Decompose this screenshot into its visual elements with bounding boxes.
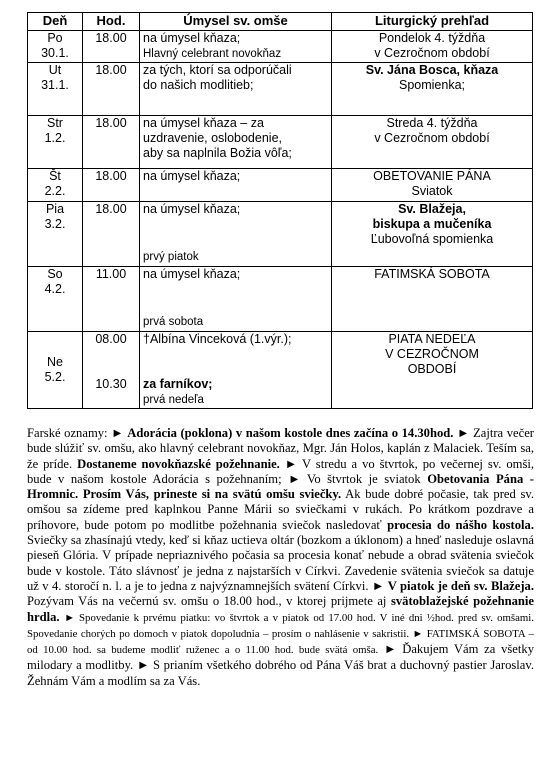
table-row	[28, 31, 533, 63]
intention-cell: na úmysel kňaza – za uzdravenie, oslobodenie, aby sa naplnila Božia vôľa;	[140, 116, 332, 169]
header-day: Deň	[28, 13, 83, 31]
liturgical-cell: FATIMSKÁ SOBOTA	[332, 267, 533, 332]
note-label: prvý piatok	[143, 251, 199, 263]
liturgical-cell: Streda 4. týždňa v Cezročnom období	[332, 116, 533, 169]
header-intention: Úmysel sv. omše	[140, 13, 332, 31]
hour-cell: 08.00 10.30	[83, 332, 140, 409]
day-cell: Ne 5.2.	[28, 332, 83, 409]
hour-cell: 11.00	[83, 267, 140, 332]
liturgical-cell: Pondelok 4. týždňa v Cezročnom období	[332, 31, 533, 63]
note-label: prvá nedeľa	[143, 394, 204, 406]
table-row	[28, 332, 533, 409]
table-row	[28, 63, 533, 116]
hour-cell: 18.00	[83, 31, 140, 63]
table-header-row	[28, 13, 533, 31]
intention-cell: na úmysel kňaza; Hlavný celebrant novokňaz	[140, 31, 332, 63]
hour-cell: 18.00	[83, 63, 140, 116]
header-hour: Hod.	[83, 13, 140, 31]
liturgical-cell: OBETOVANIE PÁNA Sviatok	[332, 169, 533, 202]
table-row	[28, 202, 533, 267]
parish-announcements: Farské oznamy: ► Adorácia (poklona) v našom kostole dnes začína o 14.30hod. ► Zajtra večer bude slúžiť sv. omšu, ako hlavný celebrant novokňaz, Mgr. Ján Holos, kaplán z Malaciek. Teším sa, že príde. Dostaneme novokňazské požehnanie. ► V stredu a vo štvrtok, po večernej sv. omši, bude v našom kostole Adorácia s požehnaním; ► Vo štvrtok je sviatok Obetovania Pána - Hromnic. Prosím Vás, prineste si na svätú omšu sviečky. Ak bude dobré počasie, tak pred sv. omšou sa zídeme pred kaplnkou Panne Márii so sviečkami v rukách. Po krátkom pozdrave a príhovore, bude potom po modlitbe požehnania sviečok nasledovať procesia do nášho kostola. Sviečky sa zhasínajú vtedy, keď si kňaz uctieva oltár (bozkom a úklonom) a hneď nasleduje oslavná pieseň Glória. V prípade nepriaznivého počasia sa procesia konať nebude a obrad svätenia sviečok bude v kostole. Táto slávnosť je jedna z najstarších v Církvi. Zavedenie svätenia sviečok sa datuje už v 4. storočí n. l. a je to jedna z najvýznamnejších svätení Církvi. ► V piatok je deň sv. Blažeja. Pozývam Vás na večernú sv. omšu o 18.00 hod., v ktorej prijmete aj svätoblažejské požehnanie hrdla. ► Spovedanie k prvému piatku: vo štvrtok a v piatok od 17.00 hod. V iné dni ½hod. pred sv. omšami. Spovedanie chorých po domoch v piatok dopoludnia – prosím o nahlásenie v sakristii. ► FATIMSKÁ SOBOTA – od 10.00 hod. sa budeme modliť ruženec a o 11.00 hod. bude svätá omša. ► Ďakujem Vám za všetky milodary a modlitby. ► S prianím všetkého dobrého od Pána Váš brat a duchovný pastier Jaroslav. Žehnám Vám a modlím sa za Vás.	[27, 426, 535, 688]
mass-schedule-table	[27, 12, 533, 409]
intention-cell: na úmysel kňaza; prvý piatok	[140, 202, 332, 267]
liturgical-cell: Sv. Jána Bosca, kňaza Spomienka;	[332, 63, 533, 116]
hour-cell: 18.00	[83, 116, 140, 169]
table-row	[28, 267, 533, 332]
hour-cell: 18.00	[83, 169, 140, 202]
intention-cell: na úmysel kňaza; prvá sobota	[140, 267, 332, 332]
day-cell: Ut 31.1.	[28, 63, 83, 116]
day-cell: Pia 3.2.	[28, 202, 83, 267]
intention-cell: na úmysel kňaza;	[140, 169, 332, 202]
intention-cell: za tých, ktorí sa odporúčali do našich modlitieb;	[140, 63, 332, 116]
intention-cell: †Albína Vinceková (1.výr.); za farníkov; prvá nedeľa	[140, 332, 332, 409]
day-cell: Po 30.1.	[28, 31, 83, 63]
table-row	[28, 169, 533, 202]
day-cell: Str 1.2.	[28, 116, 83, 169]
hour-cell: 18.00	[83, 202, 140, 267]
header-liturgical: Liturgický prehľad	[332, 13, 533, 31]
liturgical-cell: PIATA NEDEĽA V CEZROČNOM OBDOBÍ	[332, 332, 533, 409]
note-label: prvá sobota	[143, 316, 204, 328]
day-cell: So 4.2.	[28, 267, 83, 332]
table-row	[28, 116, 533, 169]
day-cell: Št 2.2.	[28, 169, 83, 202]
liturgical-cell: Sv. Blažeja, biskupa a mučeníka Ľubovoľná spomienka	[332, 202, 533, 267]
